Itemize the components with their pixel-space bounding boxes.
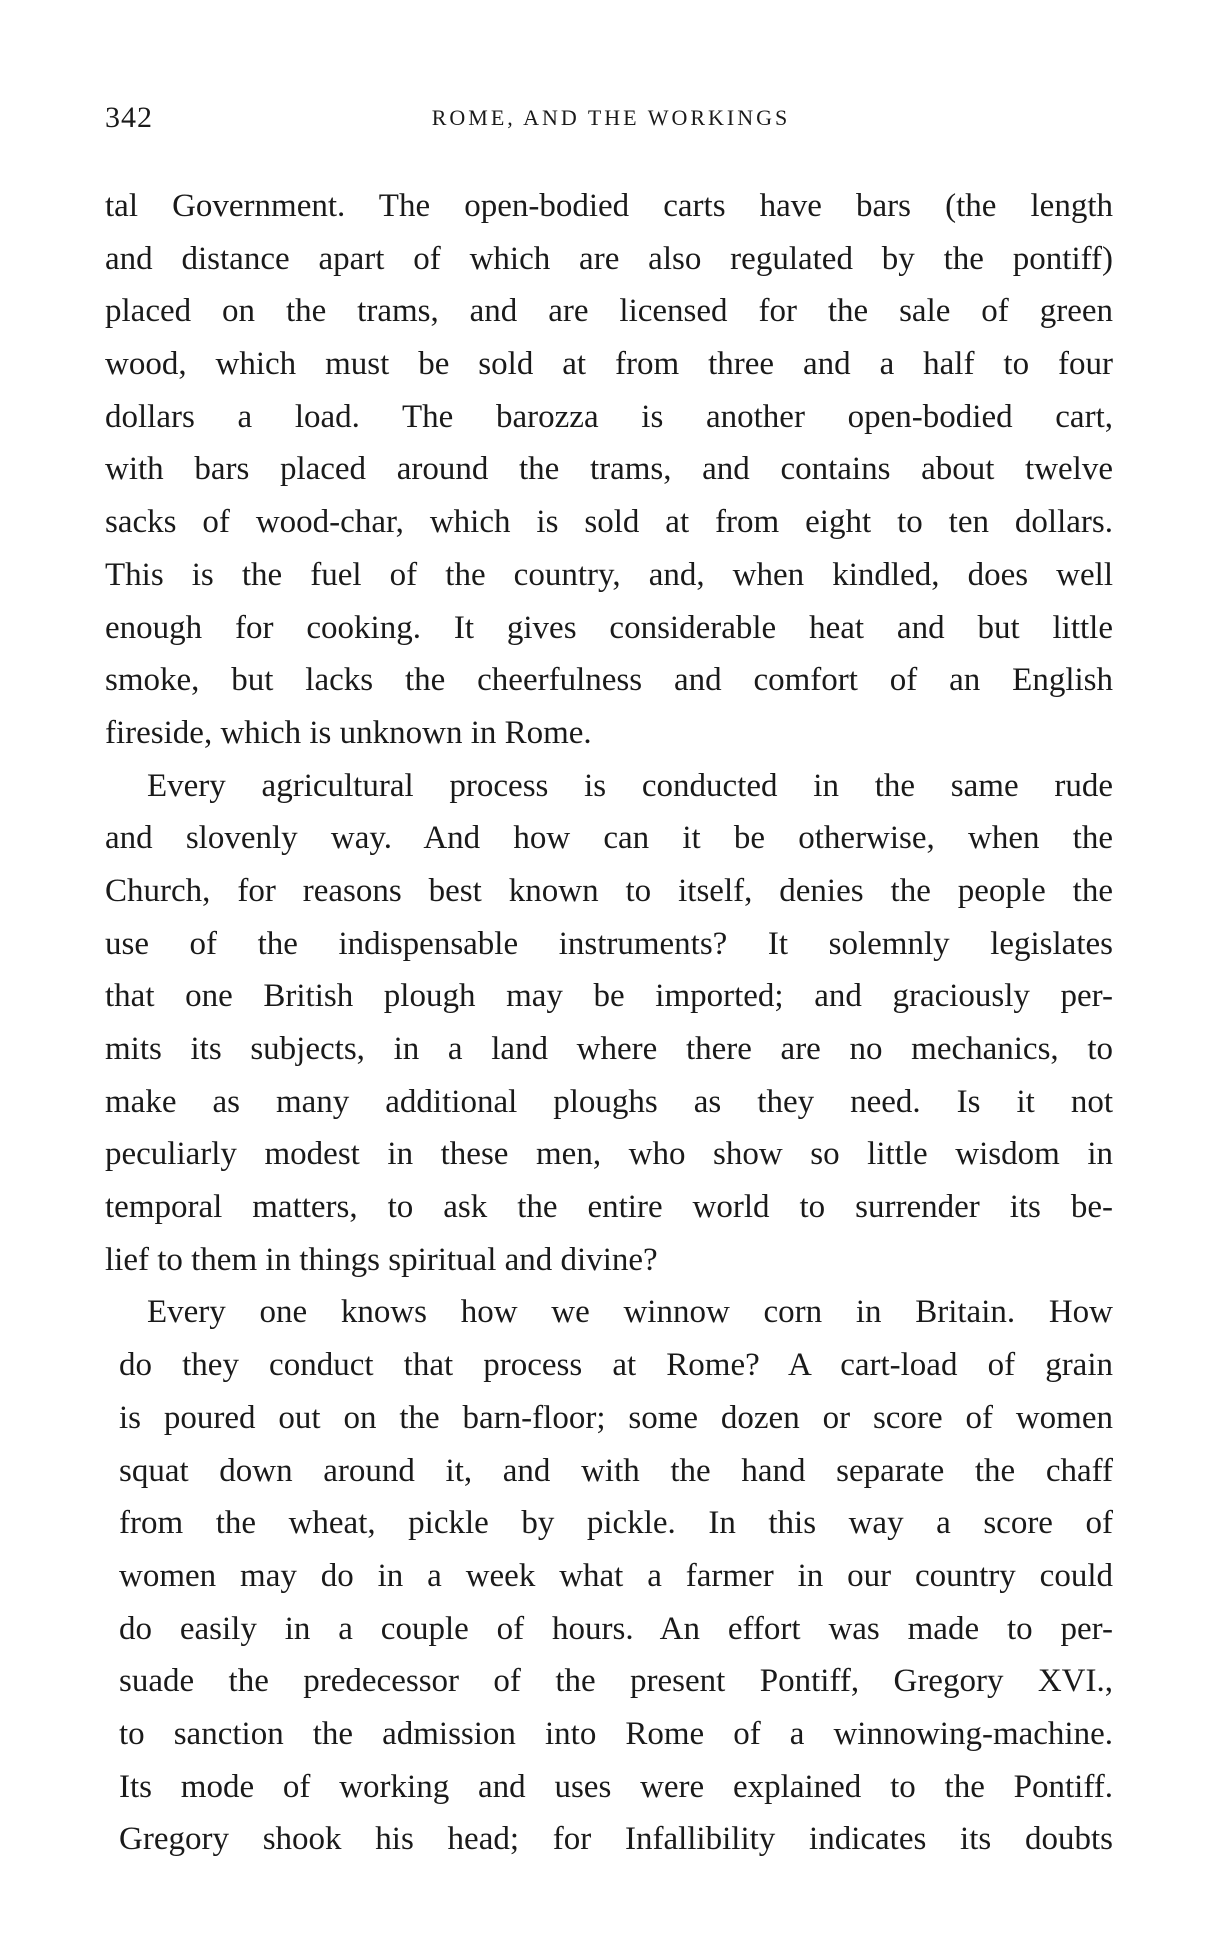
text-line: sacks of wood-char, which is sold at from eight to ten dollars. bbox=[105, 504, 1113, 541]
text-line: mits its subjects, in a land where there are no mechanics, to bbox=[105, 1031, 1113, 1067]
text-line: lief to them in things spiritual and divine? bbox=[105, 1241, 658, 1278]
page-number: 342 bbox=[105, 101, 153, 134]
text-line: Church, for reasons best known to itself, denies the people the bbox=[105, 872, 1113, 909]
text-line: peculiarly modest in these men, who show so little wisdom in bbox=[105, 1136, 1113, 1173]
text-line: smoke, but lacks the cheerfulness and comfort of an English bbox=[105, 662, 1113, 699]
text-line: and slovenly way. And how can it be otherwise, when the bbox=[105, 820, 1113, 857]
text-line: This is the fuel of the country, and, when kindled, does well bbox=[105, 556, 1113, 593]
text-line: fireside, which is unknown in Rome. bbox=[105, 714, 592, 751]
text-line: make as many additional ploughs as they need. Is it not bbox=[105, 1083, 1113, 1120]
text-line: with bars placed around the trams, and contains about twelve bbox=[105, 451, 1113, 488]
paragraph-start-line: Every agricultural process is conducted in the same rude bbox=[147, 767, 1113, 804]
text-line: do they conduct that process at Rome? A cart-load of grain bbox=[119, 1347, 1113, 1384]
text-line: Its mode of working and uses were explained to the Pontiff. bbox=[119, 1768, 1113, 1805]
text-line: temporal matters, to ask the entire world to surrender its be- bbox=[105, 1189, 1113, 1226]
text-line: enough for cooking. It gives considerable heat and but little bbox=[105, 609, 1113, 646]
text-line: to sanction the admission into Rome of a winnowing-machine. bbox=[119, 1715, 1113, 1752]
text-line: dollars a load. The barozza is another open-bodied cart, bbox=[105, 398, 1113, 435]
body-text bbox=[105, 180, 1113, 1866]
text-line: is poured out on the barn-floor; some dozen or score of women bbox=[119, 1399, 1113, 1436]
running-title: ROME, AND THE WORKINGS bbox=[431, 105, 791, 130]
text-line: tal Government. The open-bodied carts have bars (the length bbox=[105, 188, 1113, 224]
text-line: suade the predecessor of the present Pontiff, Gregory XVI., bbox=[119, 1663, 1113, 1700]
text-line: from the wheat, pickle by pickle. In this way a score of bbox=[119, 1505, 1113, 1542]
text-line: and distance apart of which are also regulated by the pontiff) bbox=[105, 240, 1113, 277]
text-line: use of the indispensable instruments? It solemnly legislates bbox=[105, 925, 1113, 962]
text-line: wood, which must be sold at from three and a half to four bbox=[105, 346, 1113, 383]
paragraph-start-line: Every one knows how we winnow corn in Britain. How bbox=[147, 1294, 1113, 1331]
text-line: women may do in a week what a farmer in our country could bbox=[119, 1557, 1113, 1594]
text-line: Gregory shook his head; for Infallibility indicates its doubts bbox=[119, 1821, 1113, 1858]
text-line: do easily in a couple of hours. An effort was made to per- bbox=[119, 1610, 1113, 1647]
text-line: squat down around it, and with the hand separate the chaff bbox=[119, 1452, 1113, 1489]
text-line: placed on the trams, and are licensed for the sale of green bbox=[105, 293, 1113, 330]
running-head bbox=[105, 98, 1117, 138]
text-line: that one British plough may be imported; and graciously per- bbox=[105, 978, 1113, 1015]
